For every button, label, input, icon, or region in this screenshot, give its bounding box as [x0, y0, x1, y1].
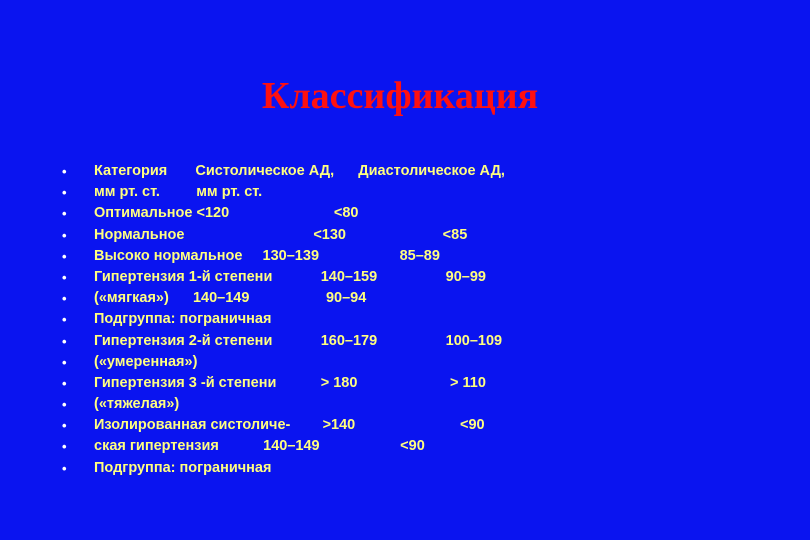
bullet-dot-icon: •: [62, 248, 67, 264]
bullet-text: Гипертензия 3 -й степени > 180 > 110: [94, 374, 486, 391]
bullet-dot-icon: •: [62, 269, 67, 285]
slide-title: Классификация: [261, 75, 539, 117]
bullet-dot-icon: •: [62, 460, 67, 476]
bullet-dot-icon: •: [62, 354, 67, 370]
bullet-text: Гипертензия 2-й степени 160–179 100–109: [94, 332, 503, 349]
bullet-text: Изолированная систоличе- >140 <90: [94, 417, 485, 434]
bullet-dot-icon: •: [62, 291, 67, 307]
bullet-text: («тяжелая»): [94, 396, 180, 413]
bullet-text: Подгруппа: пограничная: [94, 311, 272, 328]
bullet-dot-icon: •: [62, 227, 67, 243]
bullet-text: Подгруппа: пограничная: [94, 459, 272, 476]
bullet-dot-icon: •: [62, 418, 67, 434]
bullet-text: Оптимальное <120 <80: [94, 205, 359, 222]
bullet-dot-icon: •: [62, 397, 67, 413]
bullet-dot-icon: •: [62, 312, 67, 328]
bullet-dot-icon: •: [62, 375, 67, 391]
bullet-dot-icon: •: [62, 206, 67, 222]
bullet-dot-icon: •: [62, 164, 67, 179]
bullet-text: Гипертензия 1-й степени 140–159 90–99: [94, 268, 486, 285]
bullet-text: Высоко нормальное 130–139 85–89: [94, 247, 440, 264]
bullet-dot-icon: •: [62, 439, 67, 455]
bullet-text: ская гипертензия 140–149 <90: [94, 438, 425, 455]
bullet-text: мм рт. ст. мм рт. ст.: [94, 184, 263, 201]
bullet-text: («мягкая») 140–149 90–94: [94, 290, 367, 307]
bullet-text: Нормальное <130 <85: [94, 226, 468, 243]
bullet-text: Категория Систолическое АД, Диастолическое АД,: [94, 163, 505, 179]
bullet-text: («умеренная»): [94, 353, 198, 370]
bullet-dot-icon: •: [62, 333, 67, 349]
bullet-dot-icon: •: [62, 185, 67, 201]
